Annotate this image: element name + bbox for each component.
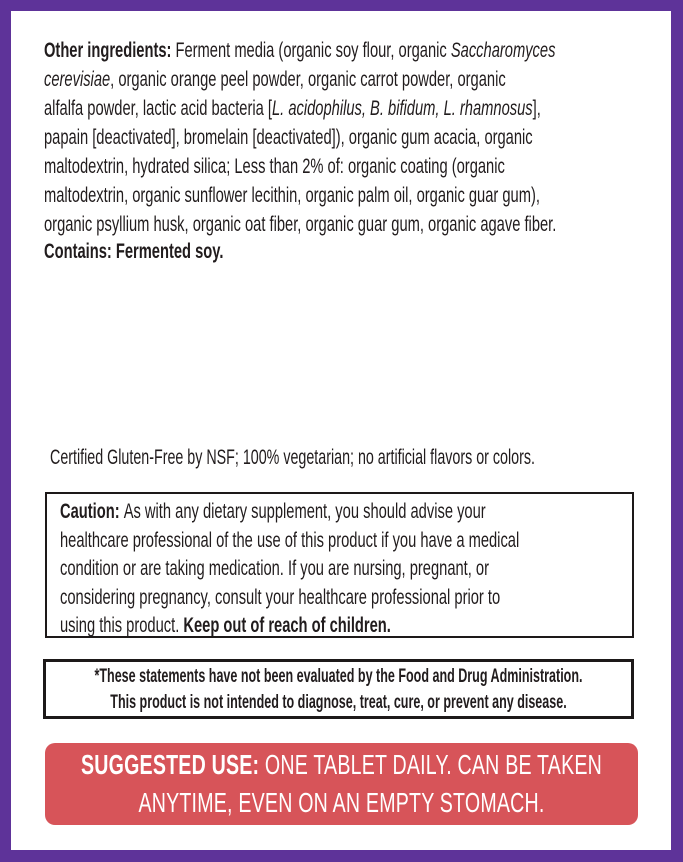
text-line — [44, 181, 540, 210]
contains-statement — [44, 237, 464, 266]
text-line — [50, 443, 535, 472]
gluten-free-statement — [50, 443, 535, 472]
text-line — [44, 123, 533, 152]
text-line — [44, 152, 505, 181]
text-segment: papain [deactivated], bromelain [deactivated]), organic gum acacia, organic — [44, 126, 533, 149]
text-line — [54, 690, 623, 716]
text-segment: ANYTIME, EVEN ON AN EMPTY STOMACH. — [138, 787, 545, 818]
text-segment: Certified Gluten-Free by NSF; 100% vegetarian; no artificial flavors or colors. — [50, 446, 535, 469]
text-segment: organic psyllium husk, organic oat fiber, organic guar gum, organic agave fiber. — [44, 213, 557, 236]
other-ingredients-paragraph — [44, 36, 557, 239]
fda-disclaimer-box — [43, 659, 634, 719]
text-segment: , organic orange peel powder, organic carrot powder, organic — [110, 68, 506, 91]
text-line — [60, 555, 619, 584]
text-line — [54, 664, 623, 690]
text-segment: SUGGESTED USE: — [80, 749, 265, 780]
text-segment: alfalfa powder, lactic acid bacteria [ — [44, 97, 272, 120]
text-line — [60, 612, 619, 638]
text-segment: cerevisiae — [44, 68, 111, 91]
suggested-use-text — [45, 746, 638, 822]
text-segment: considering pregnancy, consult your healthcare professional prior to — [60, 585, 501, 609]
text-segment: condition or are taking medication. If you are nursing, pregnant, or — [60, 557, 490, 580]
text-line — [60, 584, 619, 613]
text-segment: using this product. — [60, 614, 184, 637]
text-segment: maltodextrin, organic sunflower lecithin, organic palm oil, organic guar gum), — [44, 184, 540, 207]
text-segment: Saccharomyces — [450, 39, 556, 62]
text-segment: ], — [532, 97, 541, 120]
text-line — [44, 94, 541, 123]
text-line — [60, 527, 619, 556]
text-segment: This product is not intended to diagnose, treat, cure, or prevent any disease. — [110, 692, 567, 713]
text-segment: Other ingredients: — [44, 39, 176, 62]
text-segment: Contains: Fermented soy. — [44, 240, 224, 263]
text-line — [60, 498, 619, 527]
text-segment: As with any dietary supplement, you should advise your — [123, 500, 486, 523]
text-line — [45, 784, 638, 822]
text-line — [44, 65, 506, 94]
text-segment: healthcare professional of the use of this product if you have a medical — [60, 528, 520, 552]
suggested-use-banner — [45, 743, 638, 825]
text-segment: maltodextrin, hydrated silica; Less than 2% of: organic coating (organic — [44, 155, 505, 178]
text-segment: *These statements have not been evaluated by the Food and Drug Administration. — [94, 666, 583, 687]
text-segment: Caution: — [60, 500, 124, 523]
fda-disclaimer-text — [54, 664, 623, 716]
text-segment: Keep out of reach of children. — [183, 614, 391, 637]
text-line — [44, 237, 464, 266]
text-line — [44, 36, 556, 65]
text-segment: Ferment media (organic soy flour, organic — [175, 39, 451, 62]
text-segment: L. acidophilus, B. bifidum, L. rhamnosus — [271, 97, 533, 120]
caution-box — [45, 492, 634, 638]
text-line — [44, 210, 557, 239]
text-segment: ONE TABLET DAILY. CAN BE TAKEN — [264, 749, 603, 780]
text-line — [45, 746, 638, 784]
caution-text — [60, 498, 619, 638]
